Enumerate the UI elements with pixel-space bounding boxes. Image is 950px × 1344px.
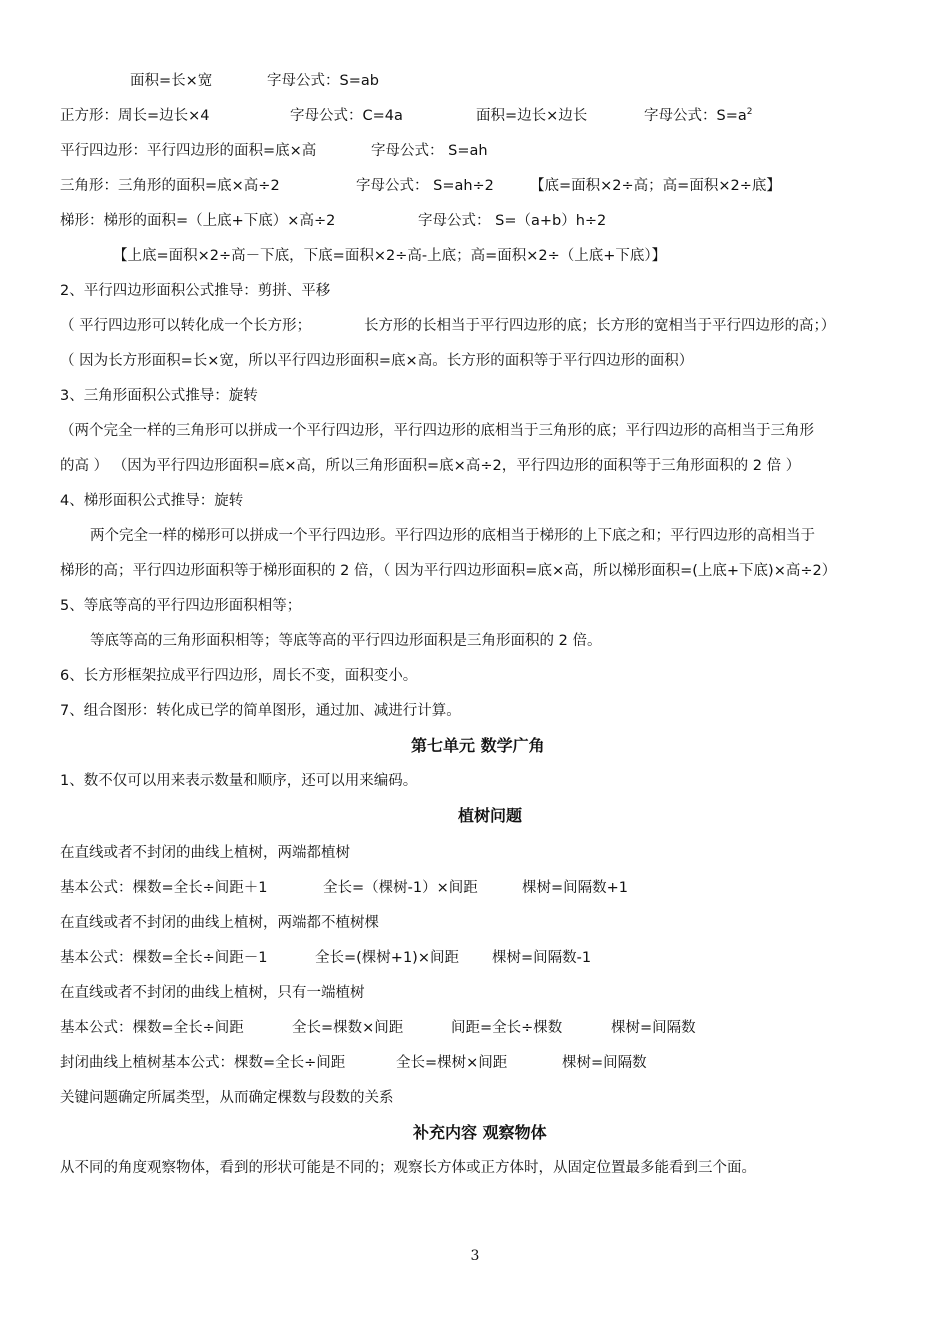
section-heading — [0, 804, 950, 828]
text-line — [0, 209, 950, 233]
text-line — [0, 911, 950, 935]
text-segment: 字母公式： S=ah÷2 — [356, 178, 494, 194]
text-segment: 【上底=面积×2÷高－下底，下底=面积×2÷高-上底；高=面积×2÷（上底+下底）】 — [113, 248, 667, 264]
text-segment: 等底等高的三角形面积相等；等底等高的平行四边形面积是三角形面积的 2 倍。 — [90, 633, 602, 649]
text-segment: （ 平行四边形可以转化成一个长方形； — [60, 318, 312, 334]
text-line — [0, 594, 950, 618]
text-segment: 面积=长×宽 — [130, 73, 213, 89]
text-segment: 棵树=间隔数+1 — [522, 880, 629, 896]
text-segment: 在直线或者不封闭的曲线上植树，只有一端植树 — [60, 985, 365, 1001]
text-segment: 基本公式：棵数=全长÷间距－1 — [60, 950, 268, 966]
text-line — [0, 629, 950, 653]
text-line — [0, 489, 950, 513]
text-segment: 字母公式：C=4a — [290, 108, 403, 124]
text-segment: 植树问题 — [458, 806, 523, 825]
text-segment: 字母公式：S=ab — [267, 73, 379, 89]
text-line — [0, 1156, 950, 1180]
text-line — [0, 1051, 950, 1075]
text-segment: 从不同的角度观察物体，看到的形状可能是不同的；观察长方体或正方体时，从固定位置最多能看到三个面。 — [60, 1160, 756, 1176]
text-line — [0, 174, 950, 198]
text-segment: 全长=棵数×间距 — [292, 1020, 404, 1036]
text-line — [0, 1086, 950, 1110]
text-segment: 基本公式：棵数=全长÷间距＋1 — [60, 880, 268, 896]
text-line — [0, 524, 950, 548]
text-line — [0, 419, 950, 443]
text-segment: （两个完全一样的三角形可以拼成一个平行四边形，平行四边形的底相当于三角形的底；平行四边形的高相当于三角形 — [60, 423, 814, 439]
text-segment: 4、梯形面积公式推导：旋转 — [60, 493, 244, 509]
text-segment: 字母公式： S=ah — [371, 143, 488, 159]
text-segment: 补充内容 观察物体 — [413, 1123, 547, 1142]
text-line — [0, 769, 950, 793]
section-heading — [0, 734, 950, 758]
text-segment: 全长=棵树×间距 — [396, 1055, 508, 1071]
text-segment: 棵树=间隔数-1 — [492, 950, 592, 966]
text-line — [0, 946, 950, 970]
text-line — [0, 314, 950, 338]
text-segment: 棵树=间隔数 — [562, 1055, 647, 1071]
text-segment: 棵树=间隔数 — [611, 1020, 696, 1036]
text-segment: 7、组合图形：转化成已学的简单图形，通过加、减进行计算。 — [60, 703, 461, 719]
text-segment: 在直线或者不封闭的曲线上植树，两端都不植树棵 — [60, 915, 379, 931]
text-line — [0, 244, 950, 268]
text-segment: 长方形的长相当于平行四边形的底；长方形的宽相当于平行四边形的高；） — [364, 318, 836, 334]
text-line — [0, 349, 950, 373]
superscript: 2 — [746, 107, 753, 118]
text-segment: 字母公式：$S=a^2$ — [644, 107, 753, 124]
text-line — [0, 699, 950, 723]
text-line — [0, 664, 950, 688]
text-line — [0, 559, 950, 583]
text-segment: 6、长方形框架拉成平行四边形，周长不变，面积变小。 — [60, 668, 418, 684]
text-line — [0, 139, 950, 163]
text-segment: 第七单元 数学广角 — [411, 736, 545, 755]
text-segment: 梯形：梯形的面积=（上底+下底）×高÷2 — [60, 213, 336, 229]
section-heading — [0, 1121, 950, 1145]
text-segment: 3、三角形面积公式推导：旋转 — [60, 388, 258, 404]
text-segment: 字母公式： S=（a+b）h÷2 — [418, 213, 607, 229]
text-segment: 三角形：三角形的面积=底×高÷2 — [60, 178, 280, 194]
text-segment: （ 因为长方形面积=长×宽，所以平行四边形面积=底×高。长方形的面积等于平行四边形的面积） — [60, 353, 694, 369]
text-line — [0, 69, 950, 93]
text-segment: 全长=(棵树+1)×间距 — [315, 950, 459, 966]
text-line — [0, 454, 950, 478]
page-number: 3 — [470, 1248, 480, 1264]
text-segment: 封闭曲线上植树基本公式：棵数=全长÷间距 — [60, 1055, 346, 1071]
text-segment: 关键问题确定所属类型，从而确定棵数与段数的关系 — [60, 1090, 394, 1106]
text-segment: 梯形的高；平行四边形面积等于梯形面积的 2 倍，（ 因为平行四边形面积=底×高，所以梯形面积=(上底+下底)×高÷2） — [60, 563, 837, 579]
text-segment: 的高 ） （因为平行四边形面积=底×高，所以三角形面积=底×高÷2，平行四边形的面积等于三角形面积的 2 倍 ） — [60, 458, 801, 474]
text-segment: 2、平行四边形面积公式推导：剪拼、平移 — [60, 283, 331, 299]
text-segment: 两个完全一样的梯形可以拼成一个平行四边形。平行四边形的底相当于梯形的上下底之和；平行四边形的高相当于 — [90, 528, 815, 544]
text-segment: 1、数不仅可以用来表示数量和顺序，还可以用来编码。 — [60, 773, 418, 789]
text-line — [0, 841, 950, 865]
text-segment: 【底=面积×2÷高；高=面积×2÷底】 — [530, 178, 781, 194]
text-line — [0, 981, 950, 1005]
text-line — [0, 104, 950, 128]
text-segment: 平行四边形：平行四边形的面积=底×高 — [60, 143, 317, 159]
text-segment: 正方形：周长=边长×4 — [60, 108, 210, 124]
text-line — [0, 384, 950, 408]
text-segment: 基本公式：棵数=全长÷间距 — [60, 1020, 244, 1036]
text-segment: 间距=全长÷棵数 — [451, 1020, 563, 1036]
text-line — [0, 279, 950, 303]
text-line — [0, 1016, 950, 1040]
text-segment: 在直线或者不封闭的曲线上植树，两端都植树 — [60, 845, 350, 861]
text-segment: 5、等底等高的平行四边形面积相等； — [60, 598, 302, 614]
text-segment: 全长=（棵树-1）×间距 — [323, 880, 478, 896]
text-segment: 面积=边长×边长 — [476, 108, 588, 124]
text-line — [0, 876, 950, 900]
